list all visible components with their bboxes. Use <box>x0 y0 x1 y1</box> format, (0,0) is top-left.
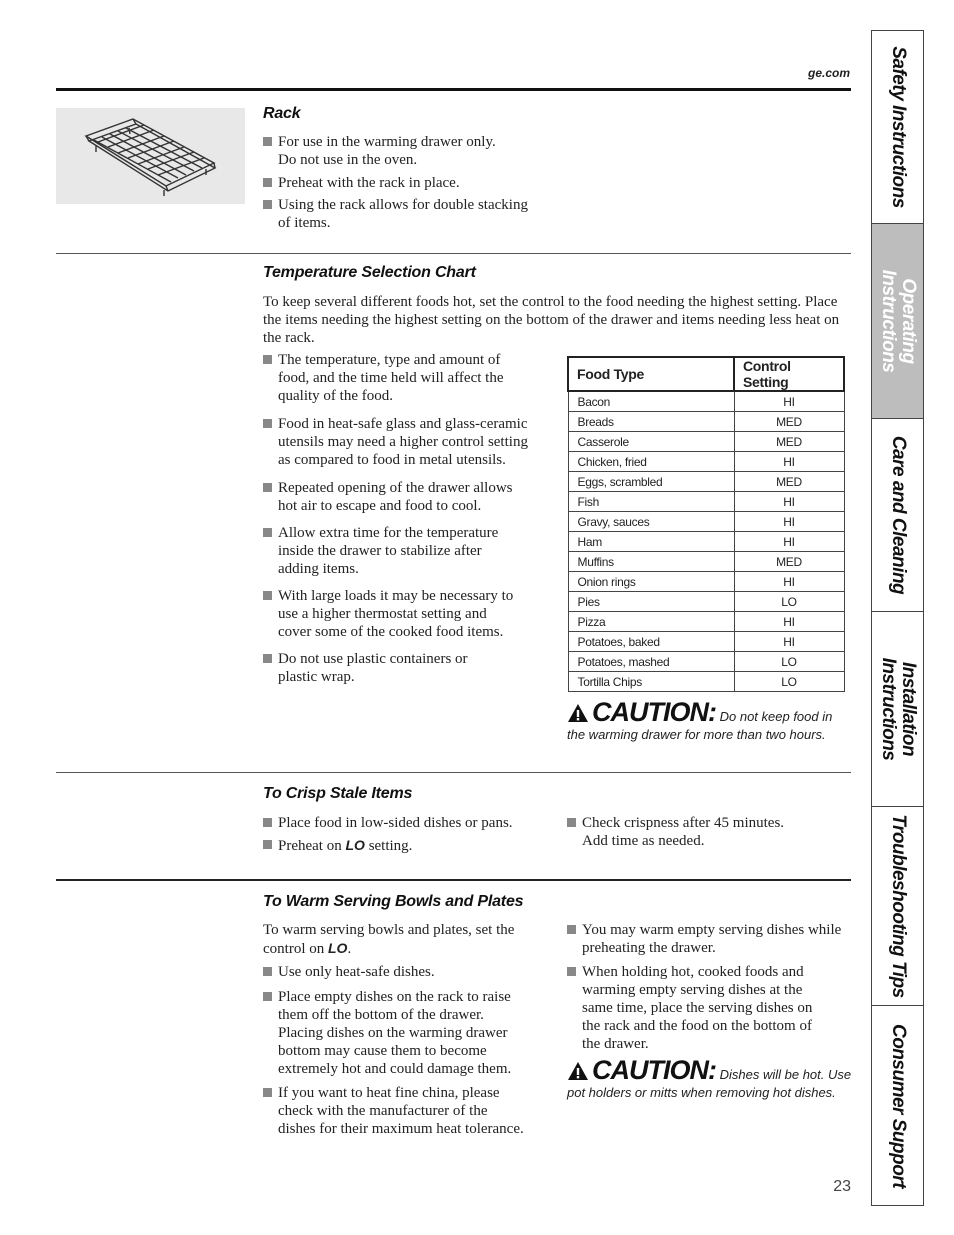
temperature-chart-heading: Temperature Selection Chart <box>263 264 476 281</box>
caution-note-food-time <box>567 697 852 744</box>
table-row <box>568 512 844 532</box>
control-setting-cell: LO <box>734 672 844 692</box>
warning-icon <box>567 1061 589 1081</box>
lo-setting: LO <box>328 940 348 956</box>
table-row <box>568 652 844 672</box>
section-divider <box>56 879 851 881</box>
list-item: If you want to heat fine china, please check with the manufacturer of the dishes for their maximum heat tolerance. <box>263 1084 558 1138</box>
rack-bullets <box>263 133 563 232</box>
list-item: You may warm empty serving dishes while preheating the drawer. <box>567 921 857 957</box>
rack-heading: Rack <box>263 105 301 122</box>
tab-troubleshooting-tips[interactable] <box>871 806 924 1006</box>
table-row <box>568 412 844 432</box>
caution-note-hot-dishes <box>567 1055 852 1102</box>
control-setting-cell: HI <box>734 532 844 552</box>
food-type-cell: Potatoes, mashed <box>568 652 734 672</box>
control-setting-cell: HI <box>734 492 844 512</box>
crisp-heading: To Crisp Stale Items <box>263 785 413 802</box>
table-row <box>568 532 844 552</box>
food-type-cell: Ham <box>568 532 734 552</box>
control-setting-cell: MED <box>734 472 844 492</box>
column-header-control-setting: Control Setting <box>734 357 844 391</box>
header-rule <box>56 88 851 91</box>
table-row <box>568 391 844 412</box>
list-item: Using the rack allows for double stacking of items. <box>263 196 563 232</box>
tab-installation-instructions[interactable] <box>871 611 924 807</box>
tab-label: Safety Instructions <box>887 46 909 208</box>
list-item: When holding hot, cooked foods and warming empty serving dishes at the same time, place the serving dishes on the rack and the food on the bottom of the drawer. <box>567 963 857 1053</box>
rack-image <box>56 108 245 204</box>
site-url: ge.com <box>807 66 850 80</box>
control-setting-cell: LO <box>734 652 844 672</box>
tab-label: Operating Instructions <box>877 269 919 373</box>
table-row <box>568 592 844 612</box>
warm-intro-text: To warm serving bowls and plates, set the control on <box>263 922 515 957</box>
warning-icon <box>567 703 589 723</box>
control-setting-cell: MED <box>734 432 844 452</box>
control-setting-cell: HI <box>734 512 844 532</box>
list-item: With large loads it may be necessary to use a higher thermostat setting and cover some of the cooked food items. <box>263 587 558 641</box>
section-tabs <box>871 30 926 1206</box>
table-row <box>568 632 844 652</box>
caution-label: CAUTION: <box>592 697 716 727</box>
list-item: Place food in low-sided dishes or pans. <box>263 814 558 832</box>
list-item: Place empty dishes on the rack to raise them off the bottom of the drawer. Placing dishes on the warming drawer bottom may cause them to become extremely hot and could damage them. <box>263 988 558 1078</box>
tab-operating-instructions[interactable] <box>871 223 924 419</box>
table-row <box>568 452 844 472</box>
list-item: Repeated opening of the drawer allows hot air to escape and food to cool. <box>263 479 558 515</box>
crisp-preheat-text: Preheat on <box>278 838 342 854</box>
section-divider <box>56 253 851 254</box>
column-header-food-type: Food Type <box>568 357 734 391</box>
food-type-cell: Onion rings <box>568 572 734 592</box>
control-setting-cell: HI <box>734 612 844 632</box>
food-type-cell: Bacon <box>568 391 734 412</box>
caution-label: CAUTION: <box>592 1055 716 1085</box>
tab-safety-instructions[interactable] <box>871 30 924 224</box>
page-number: 23 <box>833 1178 851 1195</box>
crisp-bullets-right <box>567 814 852 850</box>
tab-care-and-cleaning[interactable] <box>871 418 924 612</box>
table-row <box>568 472 844 492</box>
warm-dishes-heading: To Warm Serving Bowls and Plates <box>263 893 524 910</box>
section-divider <box>56 772 851 773</box>
list-item: Allow extra time for the temperature inside the drawer to stabilize after adding items. <box>263 524 558 578</box>
food-type-cell: Gravy, sauces <box>568 512 734 532</box>
caution-text: Dishes will be hot. Use pot holders or mitts when removing hot dishes. <box>567 1067 852 1100</box>
food-type-cell: Breads <box>568 412 734 432</box>
tab-label: Care and Cleaning <box>887 435 909 595</box>
table-row <box>568 672 844 692</box>
list-item: The temperature, type and amount of food, and the time held will affect the quality of the food. <box>263 351 558 405</box>
table-row <box>568 432 844 452</box>
control-setting-cell: MED <box>734 412 844 432</box>
food-type-cell: Muffins <box>568 552 734 572</box>
list-item: Food in heat-safe glass and glass-ceramic utensils may need a higher control setting as compared to food in metal utensils. <box>263 415 558 469</box>
table-row <box>568 572 844 592</box>
list-item <box>263 836 558 855</box>
table-row <box>568 612 844 632</box>
warm-bullets-left <box>263 963 558 1138</box>
warm-intro-period: . <box>347 941 352 957</box>
control-setting-cell: LO <box>734 592 844 612</box>
tab-label: Consumer Support <box>887 1023 909 1188</box>
food-type-cell: Pizza <box>568 612 734 632</box>
temperature-intro: To keep several different foods hot, set the control to the food needing the highest setting. Place the items needing the highest setting on the bottom of the drawer and items needing less heat on the rack. <box>263 294 840 346</box>
warm-intro <box>263 921 553 958</box>
table-row <box>568 492 844 512</box>
food-type-cell: Pies <box>568 592 734 612</box>
list-item: Check crispness after 45 minutes. Add time as needed. <box>567 814 852 850</box>
crisp-bullets-left <box>263 814 558 855</box>
food-type-cell: Potatoes, baked <box>568 632 734 652</box>
food-type-cell: Tortilla Chips <box>568 672 734 692</box>
tab-label: Installation Instructions <box>877 657 919 761</box>
tab-label: Troubleshooting Tips <box>887 814 909 998</box>
lo-setting: LO <box>345 837 365 853</box>
temperature-selection-table <box>567 356 845 692</box>
table-row <box>568 552 844 572</box>
crisp-setting-text: setting. <box>368 838 413 854</box>
tab-consumer-support[interactable] <box>871 1005 924 1206</box>
food-type-cell: Chicken, fried <box>568 452 734 472</box>
caution-text: Do not keep food in the warming drawer for more than two hours. <box>567 709 833 742</box>
warm-bullets-right <box>567 921 857 1053</box>
table-header-row <box>568 357 844 391</box>
table-body <box>568 391 844 692</box>
food-type-cell: Eggs, scrambled <box>568 472 734 492</box>
control-setting-cell: HI <box>734 632 844 652</box>
food-type-cell: Casserole <box>568 432 734 452</box>
control-setting-cell: HI <box>734 452 844 472</box>
temperature-bullets <box>263 351 558 686</box>
list-item: For use in the warming drawer only. Do not use in the oven. <box>263 133 563 169</box>
control-setting-cell: HI <box>734 572 844 592</box>
food-type-cell: Fish <box>568 492 734 512</box>
control-setting-cell: MED <box>734 552 844 572</box>
wire-rack-illustration <box>56 108 245 204</box>
list-item: Preheat with the rack in place. <box>263 174 563 192</box>
list-item: Use only heat-safe dishes. <box>263 963 558 981</box>
list-item: Do not use plastic containers or plastic wrap. <box>263 650 558 686</box>
control-setting-cell: HI <box>734 391 844 412</box>
